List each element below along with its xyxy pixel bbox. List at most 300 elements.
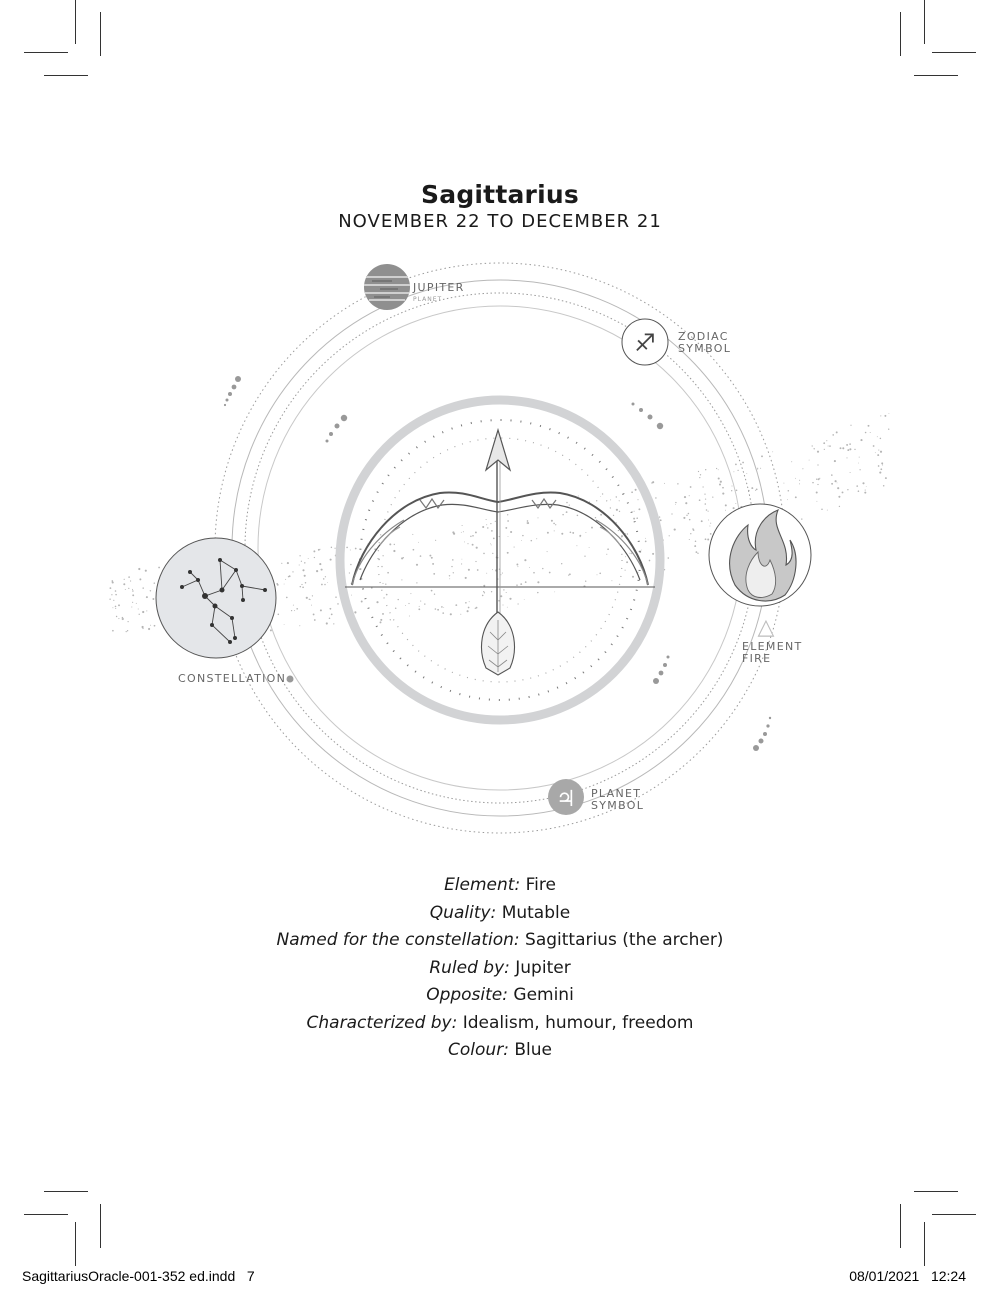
dust-speck xyxy=(491,544,492,545)
dust-speck xyxy=(464,541,465,542)
dust-speck xyxy=(335,596,337,598)
dust-speck xyxy=(124,579,125,580)
dust-speck xyxy=(386,594,388,596)
dust-speck xyxy=(132,602,133,603)
dust-speck xyxy=(689,539,690,540)
dust-speck xyxy=(492,553,493,554)
dust-speck xyxy=(683,517,685,519)
dust-speck xyxy=(361,601,363,603)
dust-speck xyxy=(625,570,626,571)
dust-speck xyxy=(304,575,306,577)
dust-speck xyxy=(475,531,477,533)
dust-speck xyxy=(460,614,461,615)
dust-speck xyxy=(756,489,758,491)
dust-speck xyxy=(111,594,112,595)
dust-speck xyxy=(469,601,470,602)
dust-speck xyxy=(599,572,601,574)
dust-speck xyxy=(412,534,413,535)
dust-speck xyxy=(503,589,504,590)
dust-speck xyxy=(685,502,687,504)
dust-speck xyxy=(139,614,140,615)
dust-speck xyxy=(684,496,686,498)
fact-colour: Colour: Blue xyxy=(448,1040,552,1060)
dust-speck xyxy=(522,535,523,536)
dust-speck xyxy=(326,622,328,624)
dust-speck xyxy=(395,608,397,610)
dust-speck xyxy=(316,570,318,572)
dust-speck xyxy=(562,514,564,516)
dust-speck xyxy=(314,557,315,558)
dust-speck xyxy=(405,605,406,606)
dust-speck xyxy=(607,548,609,550)
dust-speck xyxy=(385,584,386,585)
dust-speck xyxy=(551,520,553,522)
dust-speck xyxy=(115,594,117,596)
dust-speck xyxy=(301,561,302,562)
dust-speck xyxy=(122,618,124,620)
planet-glyph-icon: ♃ xyxy=(556,787,576,812)
dust-speck xyxy=(284,584,285,585)
dust-speck xyxy=(351,595,352,596)
dust-speck xyxy=(527,522,529,524)
dust-speck xyxy=(150,590,151,591)
dust-speck xyxy=(821,509,823,511)
dust-speck xyxy=(839,506,840,507)
dust-speck xyxy=(433,573,435,575)
dust-speck xyxy=(636,517,638,519)
dust-speck xyxy=(419,606,420,607)
dust-speck xyxy=(877,454,879,456)
dust-speck xyxy=(707,539,709,541)
dust-speck xyxy=(329,608,331,610)
dust-speck xyxy=(382,555,383,556)
dust-speck xyxy=(311,605,312,606)
dust-speck xyxy=(139,578,141,580)
dust-speck xyxy=(468,569,470,571)
dust-speck xyxy=(875,452,876,453)
dust-speck xyxy=(449,575,450,576)
dust-speck xyxy=(491,591,492,592)
dust-speck xyxy=(712,496,713,497)
dust-speck xyxy=(555,524,556,525)
dust-speck xyxy=(331,614,333,616)
dust-speck xyxy=(632,576,634,578)
dust-speck xyxy=(461,532,462,533)
dust-speck xyxy=(126,631,127,632)
dust-speck xyxy=(635,489,637,491)
jupiter-sublabel: PLANET xyxy=(413,296,443,303)
dust-speck xyxy=(705,503,707,505)
dust-speck xyxy=(878,465,880,467)
dust-speck xyxy=(585,532,586,533)
dust-speck xyxy=(817,464,818,465)
dust-speck xyxy=(418,608,420,610)
dust-speck xyxy=(128,576,130,578)
dust-speck xyxy=(568,574,569,575)
dust-speck xyxy=(677,483,678,484)
dust-speck xyxy=(462,525,463,526)
dust-speck xyxy=(686,515,687,516)
dust-speck xyxy=(112,630,114,632)
dust-speck xyxy=(318,549,320,551)
dust-speck xyxy=(818,478,820,480)
dust-speck xyxy=(576,545,577,546)
dust-speck xyxy=(306,597,308,599)
dust-speck xyxy=(837,487,839,489)
dust-speck xyxy=(146,610,147,611)
dust-speck xyxy=(130,580,131,581)
dust-speck xyxy=(689,519,691,521)
dust-speck xyxy=(554,530,555,531)
dust-speck xyxy=(836,431,838,433)
dust-speck xyxy=(331,547,332,548)
dust-speck xyxy=(320,609,322,611)
dust-speck xyxy=(337,603,339,605)
dust-speck xyxy=(420,555,422,557)
dust-speck xyxy=(122,617,123,618)
dust-speck xyxy=(884,415,886,417)
dust-speck xyxy=(292,571,293,572)
dust-speck xyxy=(862,482,864,484)
dust-speck xyxy=(637,572,638,573)
dust-speck xyxy=(668,557,670,559)
dust-speck xyxy=(443,607,444,608)
dust-speck xyxy=(293,605,294,606)
dust-speck xyxy=(330,559,332,561)
dust-speck xyxy=(596,500,597,501)
dust-speck xyxy=(476,547,478,549)
dust-speck xyxy=(346,547,348,549)
dust-speck xyxy=(138,609,139,610)
dust-speck xyxy=(310,599,311,600)
dust-speck xyxy=(881,462,883,464)
dust-speck xyxy=(301,584,302,585)
dust-speck xyxy=(600,496,601,497)
dust-speck xyxy=(300,586,302,588)
dust-speck xyxy=(817,451,819,453)
dust-speck xyxy=(449,578,450,579)
dust-speck xyxy=(291,610,292,611)
dust-speck xyxy=(888,429,889,430)
dust-speck xyxy=(880,438,882,440)
dust-speck xyxy=(669,535,670,536)
dust-speck xyxy=(626,561,628,563)
dust-speck xyxy=(827,510,828,511)
dust-speck xyxy=(880,468,882,470)
dust-speck xyxy=(521,540,522,541)
dust-speck xyxy=(132,589,133,590)
dust-speck xyxy=(409,616,410,617)
dust-speck xyxy=(655,497,656,498)
dust-speck xyxy=(465,577,467,579)
dust-speck xyxy=(629,553,630,554)
dust-speck xyxy=(442,612,444,614)
planet-symbol-label-line1: PLANET xyxy=(591,787,642,800)
dust-speck xyxy=(813,448,814,449)
dust-speck xyxy=(416,564,418,566)
dust-speck xyxy=(577,515,579,517)
dust-speck xyxy=(507,552,509,554)
dust-speck xyxy=(354,611,356,613)
dust-speck xyxy=(888,413,889,414)
dust-speck xyxy=(127,630,128,631)
dust-speck xyxy=(690,486,692,488)
dust-speck xyxy=(482,526,484,528)
dust-speck xyxy=(299,565,300,566)
dust-speck xyxy=(816,491,818,493)
dust-speck xyxy=(495,521,496,522)
dust-speck xyxy=(671,513,672,514)
dust-speck xyxy=(606,554,607,555)
dust-speck xyxy=(349,572,350,573)
dust-speck xyxy=(302,586,304,588)
footer-filename: SagittariusOracle-001-352 ed.indd 7 xyxy=(22,1268,255,1284)
dust-speck xyxy=(319,563,321,565)
dust-speck xyxy=(831,483,833,485)
dust-speck xyxy=(695,540,697,542)
dust-speck xyxy=(305,582,307,584)
dust-speck xyxy=(329,617,331,619)
dust-speck xyxy=(380,621,382,623)
element-glyph-icon: △ xyxy=(757,615,775,640)
dust-speck xyxy=(455,604,457,606)
dust-speck xyxy=(142,628,143,629)
fact-characterized-by: Characterized by: Idealism, humour, freedom xyxy=(306,1012,694,1033)
dust-speck xyxy=(802,468,803,469)
dust-speck xyxy=(566,511,568,513)
dust-speck xyxy=(287,562,289,564)
dust-speck xyxy=(746,473,747,474)
dust-speck xyxy=(591,527,593,529)
element-label-line2: FIRE xyxy=(742,652,772,665)
dust-speck xyxy=(816,501,817,502)
dust-speck xyxy=(281,563,282,564)
dust-speck xyxy=(477,569,479,571)
dust-speck xyxy=(483,591,484,592)
date-range: NOVEMBER 22 TO DECEMBER 21 xyxy=(338,211,662,232)
dust-speck xyxy=(517,566,518,567)
dust-speck xyxy=(631,491,633,493)
dust-speck xyxy=(509,598,511,600)
dust-speck xyxy=(390,619,391,620)
dust-speck xyxy=(837,483,838,484)
dust-speck xyxy=(350,550,351,551)
dust-speck xyxy=(858,463,859,464)
dust-speck xyxy=(736,489,738,491)
dust-speck xyxy=(755,490,756,491)
dust-speck xyxy=(472,535,474,537)
dust-speck xyxy=(725,504,727,506)
dust-speck xyxy=(109,598,110,599)
dust-speck xyxy=(733,471,734,472)
dust-speck xyxy=(321,584,323,586)
dust-speck xyxy=(878,450,879,451)
dust-speck xyxy=(472,544,474,546)
dust-speck xyxy=(431,557,433,559)
fact-opposite: Opposite: Gemini xyxy=(426,985,574,1005)
dust-speck xyxy=(491,530,493,532)
dust-speck xyxy=(450,613,452,615)
dust-speck xyxy=(463,531,464,532)
dust-speck xyxy=(321,569,323,571)
arrow-illustration xyxy=(482,430,515,675)
dust-speck xyxy=(847,489,848,490)
dust-speck xyxy=(879,472,881,474)
dust-speck xyxy=(312,595,313,596)
dust-speck xyxy=(435,540,436,541)
dust-speck xyxy=(132,594,134,596)
dust-speck xyxy=(520,583,522,585)
dust-speck xyxy=(490,523,491,524)
dust-speck xyxy=(584,556,585,557)
dust-speck xyxy=(437,609,439,611)
dust-speck xyxy=(508,536,509,537)
dust-speck xyxy=(112,581,114,583)
dust-speck xyxy=(838,496,840,498)
dust-speck xyxy=(142,611,144,613)
dust-speck xyxy=(816,479,817,480)
dust-speck xyxy=(554,591,555,592)
dust-speck xyxy=(694,545,696,547)
dust-speck xyxy=(536,538,537,539)
dust-speck xyxy=(490,543,491,544)
dust-speck xyxy=(529,567,530,568)
dust-speck xyxy=(847,449,849,451)
dust-speck xyxy=(304,562,305,563)
dust-speck xyxy=(868,425,870,427)
dust-speck xyxy=(718,477,720,479)
dust-speck xyxy=(314,619,316,621)
dust-speck xyxy=(751,487,753,489)
dust-speck xyxy=(600,514,602,516)
dust-speck xyxy=(533,572,535,574)
dust-speck xyxy=(649,560,651,562)
dust-speck xyxy=(611,580,612,581)
dust-speck xyxy=(123,583,125,585)
dust-speck xyxy=(675,502,676,503)
zodiac-label-line1: ZODIAC xyxy=(678,330,729,343)
dust-speck xyxy=(323,578,325,580)
dust-speck xyxy=(355,548,357,550)
dust-speck xyxy=(561,533,563,535)
dust-speck xyxy=(856,485,858,487)
dust-speck xyxy=(849,443,851,445)
dust-speck xyxy=(860,439,862,441)
dust-speck xyxy=(142,626,144,628)
dust-speck xyxy=(432,563,434,565)
dust-speck xyxy=(589,547,590,548)
dust-speck xyxy=(637,499,638,500)
dust-speck xyxy=(817,484,818,485)
dust-speck xyxy=(380,619,382,621)
dust-speck xyxy=(705,498,706,499)
dust-speck xyxy=(801,518,802,519)
dust-speck xyxy=(510,531,512,533)
dust-speck xyxy=(467,610,469,612)
dust-speck xyxy=(585,581,586,582)
dust-speck xyxy=(699,499,701,501)
constellation-icon xyxy=(156,538,276,658)
dust-speck xyxy=(502,573,503,574)
dust-speck xyxy=(333,623,334,624)
sign-facts xyxy=(0,872,1000,1065)
dust-speck xyxy=(832,434,834,436)
dust-speck xyxy=(664,483,665,484)
dust-speck xyxy=(735,464,737,466)
dust-speck xyxy=(154,582,156,584)
dust-speck xyxy=(475,561,476,562)
dust-speck xyxy=(610,499,611,500)
dust-speck xyxy=(850,472,851,473)
dust-speck xyxy=(710,523,711,524)
dust-speck xyxy=(742,462,744,464)
dust-speck xyxy=(299,625,300,626)
dust-speck xyxy=(788,490,790,492)
dust-speck xyxy=(705,469,706,470)
dust-speck xyxy=(772,451,773,452)
dust-speck xyxy=(621,535,623,537)
dust-speck xyxy=(569,505,570,506)
dust-speck xyxy=(516,584,518,586)
zodiac-label-line2: SYMBOL xyxy=(678,342,732,355)
dust-speck xyxy=(850,425,851,426)
dust-speck xyxy=(877,436,878,437)
dust-speck xyxy=(299,555,300,556)
dust-speck xyxy=(595,517,596,518)
dust-speck xyxy=(859,469,860,470)
dust-speck xyxy=(561,563,562,564)
dust-speck xyxy=(791,461,792,462)
dust-speck xyxy=(634,511,635,512)
dust-speck xyxy=(324,584,326,586)
zodiac-glyph-icon: ♐ xyxy=(634,329,656,357)
dust-speck xyxy=(441,606,443,608)
dust-speck xyxy=(500,595,502,597)
dust-speck xyxy=(393,550,395,552)
fact-ruled-by: Ruled by: Jupiter xyxy=(429,957,571,978)
dust-speck xyxy=(812,445,813,446)
dust-speck xyxy=(704,493,705,494)
dust-speck xyxy=(799,480,800,481)
dust-speck xyxy=(505,527,507,529)
element-label-line1: ELEMENT xyxy=(742,640,803,653)
dust-speck xyxy=(451,566,452,567)
dust-speck xyxy=(699,477,700,478)
dust-speck xyxy=(795,478,796,479)
dust-speck xyxy=(690,533,691,534)
dust-speck xyxy=(795,496,797,498)
dust-speck xyxy=(313,613,315,615)
dust-speck xyxy=(452,559,454,561)
dust-speck xyxy=(434,594,435,595)
dust-speck xyxy=(327,582,328,583)
dust-speck xyxy=(616,496,617,497)
dust-speck xyxy=(286,597,288,599)
dust-speck xyxy=(502,604,503,605)
dust-speck xyxy=(416,582,417,583)
dust-speck xyxy=(716,468,717,469)
dust-speck xyxy=(842,491,844,493)
dust-speck xyxy=(131,607,132,608)
dust-speck xyxy=(616,509,618,511)
dust-speck xyxy=(858,490,860,492)
dust-speck xyxy=(431,590,433,592)
dust-speck xyxy=(475,608,476,609)
dust-speck xyxy=(525,581,527,583)
dust-speck xyxy=(859,457,860,458)
dust-speck xyxy=(452,531,454,533)
dust-speck xyxy=(710,533,712,535)
